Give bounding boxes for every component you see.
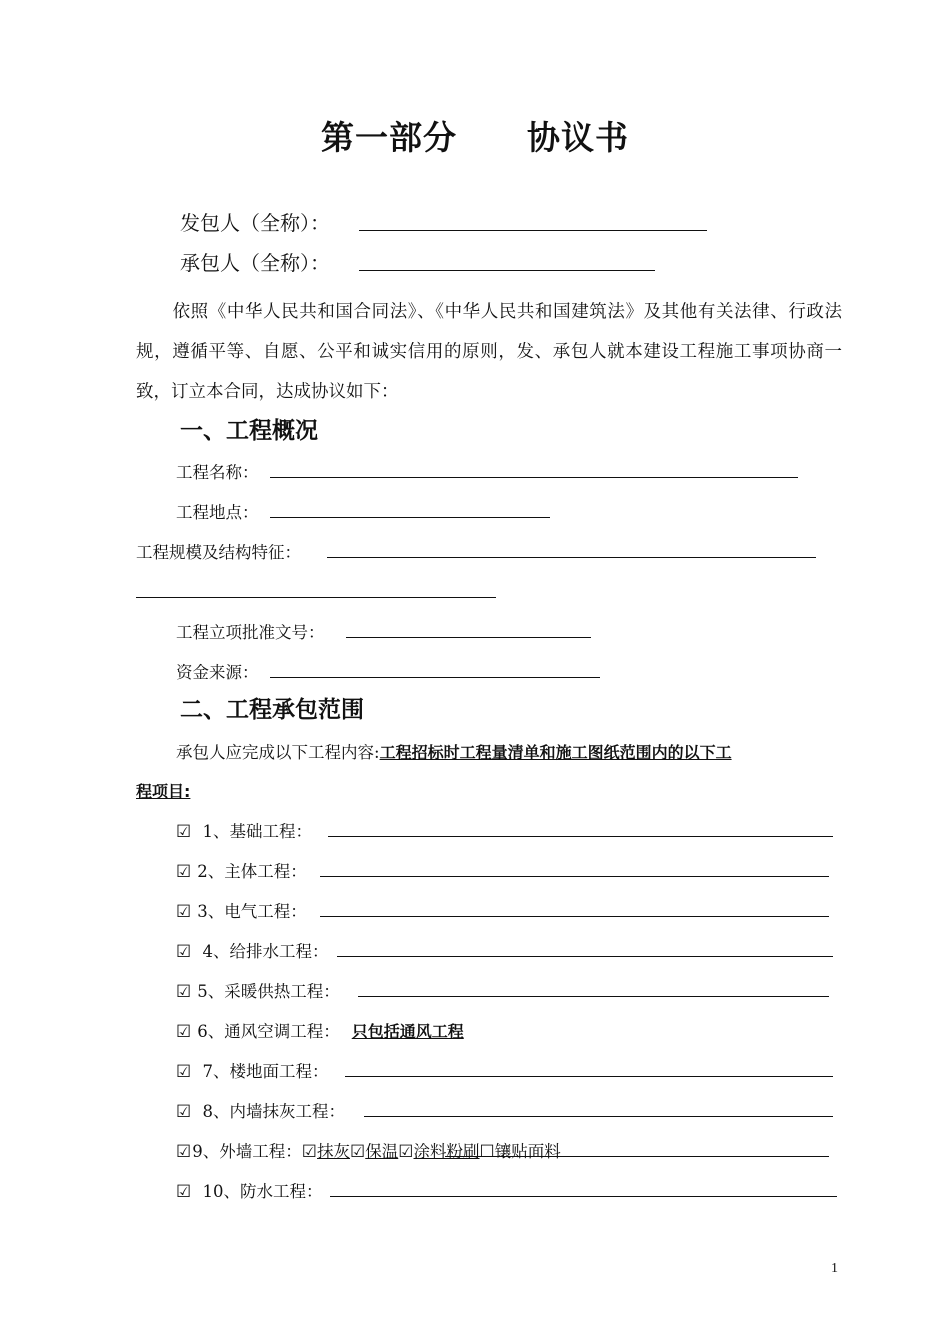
checkbox-checked-icon[interactable]: ☑ xyxy=(176,1102,192,1122)
scope-intro-value: 工程招标时工程量清单和施工图纸范围内的以下工 xyxy=(379,743,732,762)
item-label: 10、防水工程： xyxy=(197,1182,323,1201)
contractor-blank[interactable] xyxy=(359,270,655,271)
electrical-blank[interactable] xyxy=(320,916,829,917)
hvac-value: 只包括通风工程 xyxy=(351,1022,464,1041)
plumbing-blank[interactable] xyxy=(337,956,833,957)
item-label: 7、楼地面工程： xyxy=(197,1062,329,1081)
scope-intro-value-2: 程项目: xyxy=(136,782,191,801)
option-cladding: 镶贴面料 xyxy=(494,1142,561,1161)
item-label: 2、主体工程： xyxy=(197,862,307,881)
project-scale-blank-2[interactable] xyxy=(136,597,496,598)
project-location-blank[interactable] xyxy=(270,517,550,518)
option-insulation: 保温 xyxy=(365,1142,399,1161)
option-paint: 涂料粉刷 xyxy=(413,1142,480,1161)
funding-source-label: 资金来源： xyxy=(176,663,259,682)
checkbox-checked-icon[interactable]: ☑ xyxy=(301,1142,317,1162)
scope-item-hvac xyxy=(176,1018,464,1042)
main-structure-blank[interactable] xyxy=(320,876,829,877)
waterproofing-blank[interactable] xyxy=(330,1196,837,1197)
project-scale-label: 工程规模及结构特征： xyxy=(136,543,301,562)
heating-blank[interactable] xyxy=(358,996,829,997)
checkbox-checked-icon[interactable]: ☑ xyxy=(176,1182,192,1202)
preamble-text: 依照《中华人民共和国合同法》、《中华人民共和国建筑法》及其他有关法律、行政法规，遵循平等、自愿、公平和诚实信用的原则，发、承包人就本建设工程施工事项协商一致，订立本合同，达成协议如下： xyxy=(136,302,842,402)
employer-label: 发包人（全称）： xyxy=(180,211,330,235)
project-scale-blank[interactable] xyxy=(327,557,816,558)
flooring-blank[interactable] xyxy=(345,1076,833,1077)
checkbox-checked-icon[interactable]: ☑ xyxy=(176,982,192,1002)
checkbox-checked-icon[interactable]: ☑ xyxy=(176,1022,192,1042)
item-label: 6、通风空调工程： xyxy=(197,1022,340,1041)
section1-heading: 一、工程概况 xyxy=(180,418,318,444)
approval-number-label: 工程立项批准文号： xyxy=(176,623,325,642)
title-name: 协议书 xyxy=(527,118,629,157)
project-name-blank[interactable] xyxy=(270,477,798,478)
project-name-label: 工程名称： xyxy=(176,463,259,482)
checkbox-checked-icon[interactable]: ☑ xyxy=(176,1142,192,1162)
checkbox-checked-icon[interactable]: ☑ xyxy=(176,942,192,962)
item-label: 5、采暖供热工程： xyxy=(197,982,340,1001)
scope-item-exterior-wall xyxy=(176,1138,561,1162)
item-label: 4、给排水工程： xyxy=(197,942,329,961)
item-label: 3、电气工程： xyxy=(197,902,307,921)
scope-item-foundation xyxy=(176,818,312,842)
interior-plaster-blank[interactable] xyxy=(364,1116,833,1117)
title-part: 第一部分 xyxy=(321,118,457,157)
scope-item-flooring xyxy=(176,1058,329,1082)
item-label: 8、内墙抹灰工程： xyxy=(197,1102,345,1121)
checkbox-checked-icon[interactable]: ☑ xyxy=(176,902,192,922)
checkbox-checked-icon[interactable]: ☑ xyxy=(398,1142,414,1162)
scope-intro-cont xyxy=(136,779,212,802)
exterior-wall-underline xyxy=(445,1156,829,1157)
checkbox-checked-icon[interactable]: ☑ xyxy=(176,822,192,842)
contractor-row xyxy=(180,247,330,276)
page-title xyxy=(0,112,950,159)
section2-heading: 二、工程承包范围 xyxy=(180,697,364,723)
preamble-paragraph xyxy=(136,292,842,412)
project-location-label: 工程地点： xyxy=(176,503,259,522)
scope-item-heating xyxy=(176,978,340,1002)
contractor-label: 承包人（全称）： xyxy=(180,251,330,275)
checkbox-unchecked-icon[interactable]: ☐ xyxy=(479,1142,495,1162)
scope-intro xyxy=(176,739,732,763)
page-number: 1 xyxy=(831,1261,838,1276)
employer-row xyxy=(180,207,330,236)
checkbox-checked-icon[interactable]: ☑ xyxy=(350,1142,366,1162)
foundation-blank[interactable] xyxy=(328,836,833,837)
scope-item-waterproofing xyxy=(176,1178,323,1202)
checkbox-checked-icon[interactable]: ☑ xyxy=(176,1062,192,1082)
employer-blank[interactable] xyxy=(359,230,707,231)
funding-source-blank[interactable] xyxy=(270,677,600,678)
scope-item-electrical xyxy=(176,898,307,922)
scope-item-plumbing xyxy=(176,938,329,962)
approval-number-blank[interactable] xyxy=(346,637,591,638)
option-plaster: 抹灰 xyxy=(317,1142,350,1161)
scope-item-main-structure xyxy=(176,858,307,882)
checkbox-checked-icon[interactable]: ☑ xyxy=(176,862,192,882)
item-label: 1、基础工程： xyxy=(197,822,312,841)
scope-item-interior-plaster xyxy=(176,1098,345,1122)
scope-intro-label: 承包人应完成以下工程内容: xyxy=(176,743,380,762)
item-label: 9、外墙工程： xyxy=(192,1142,302,1161)
